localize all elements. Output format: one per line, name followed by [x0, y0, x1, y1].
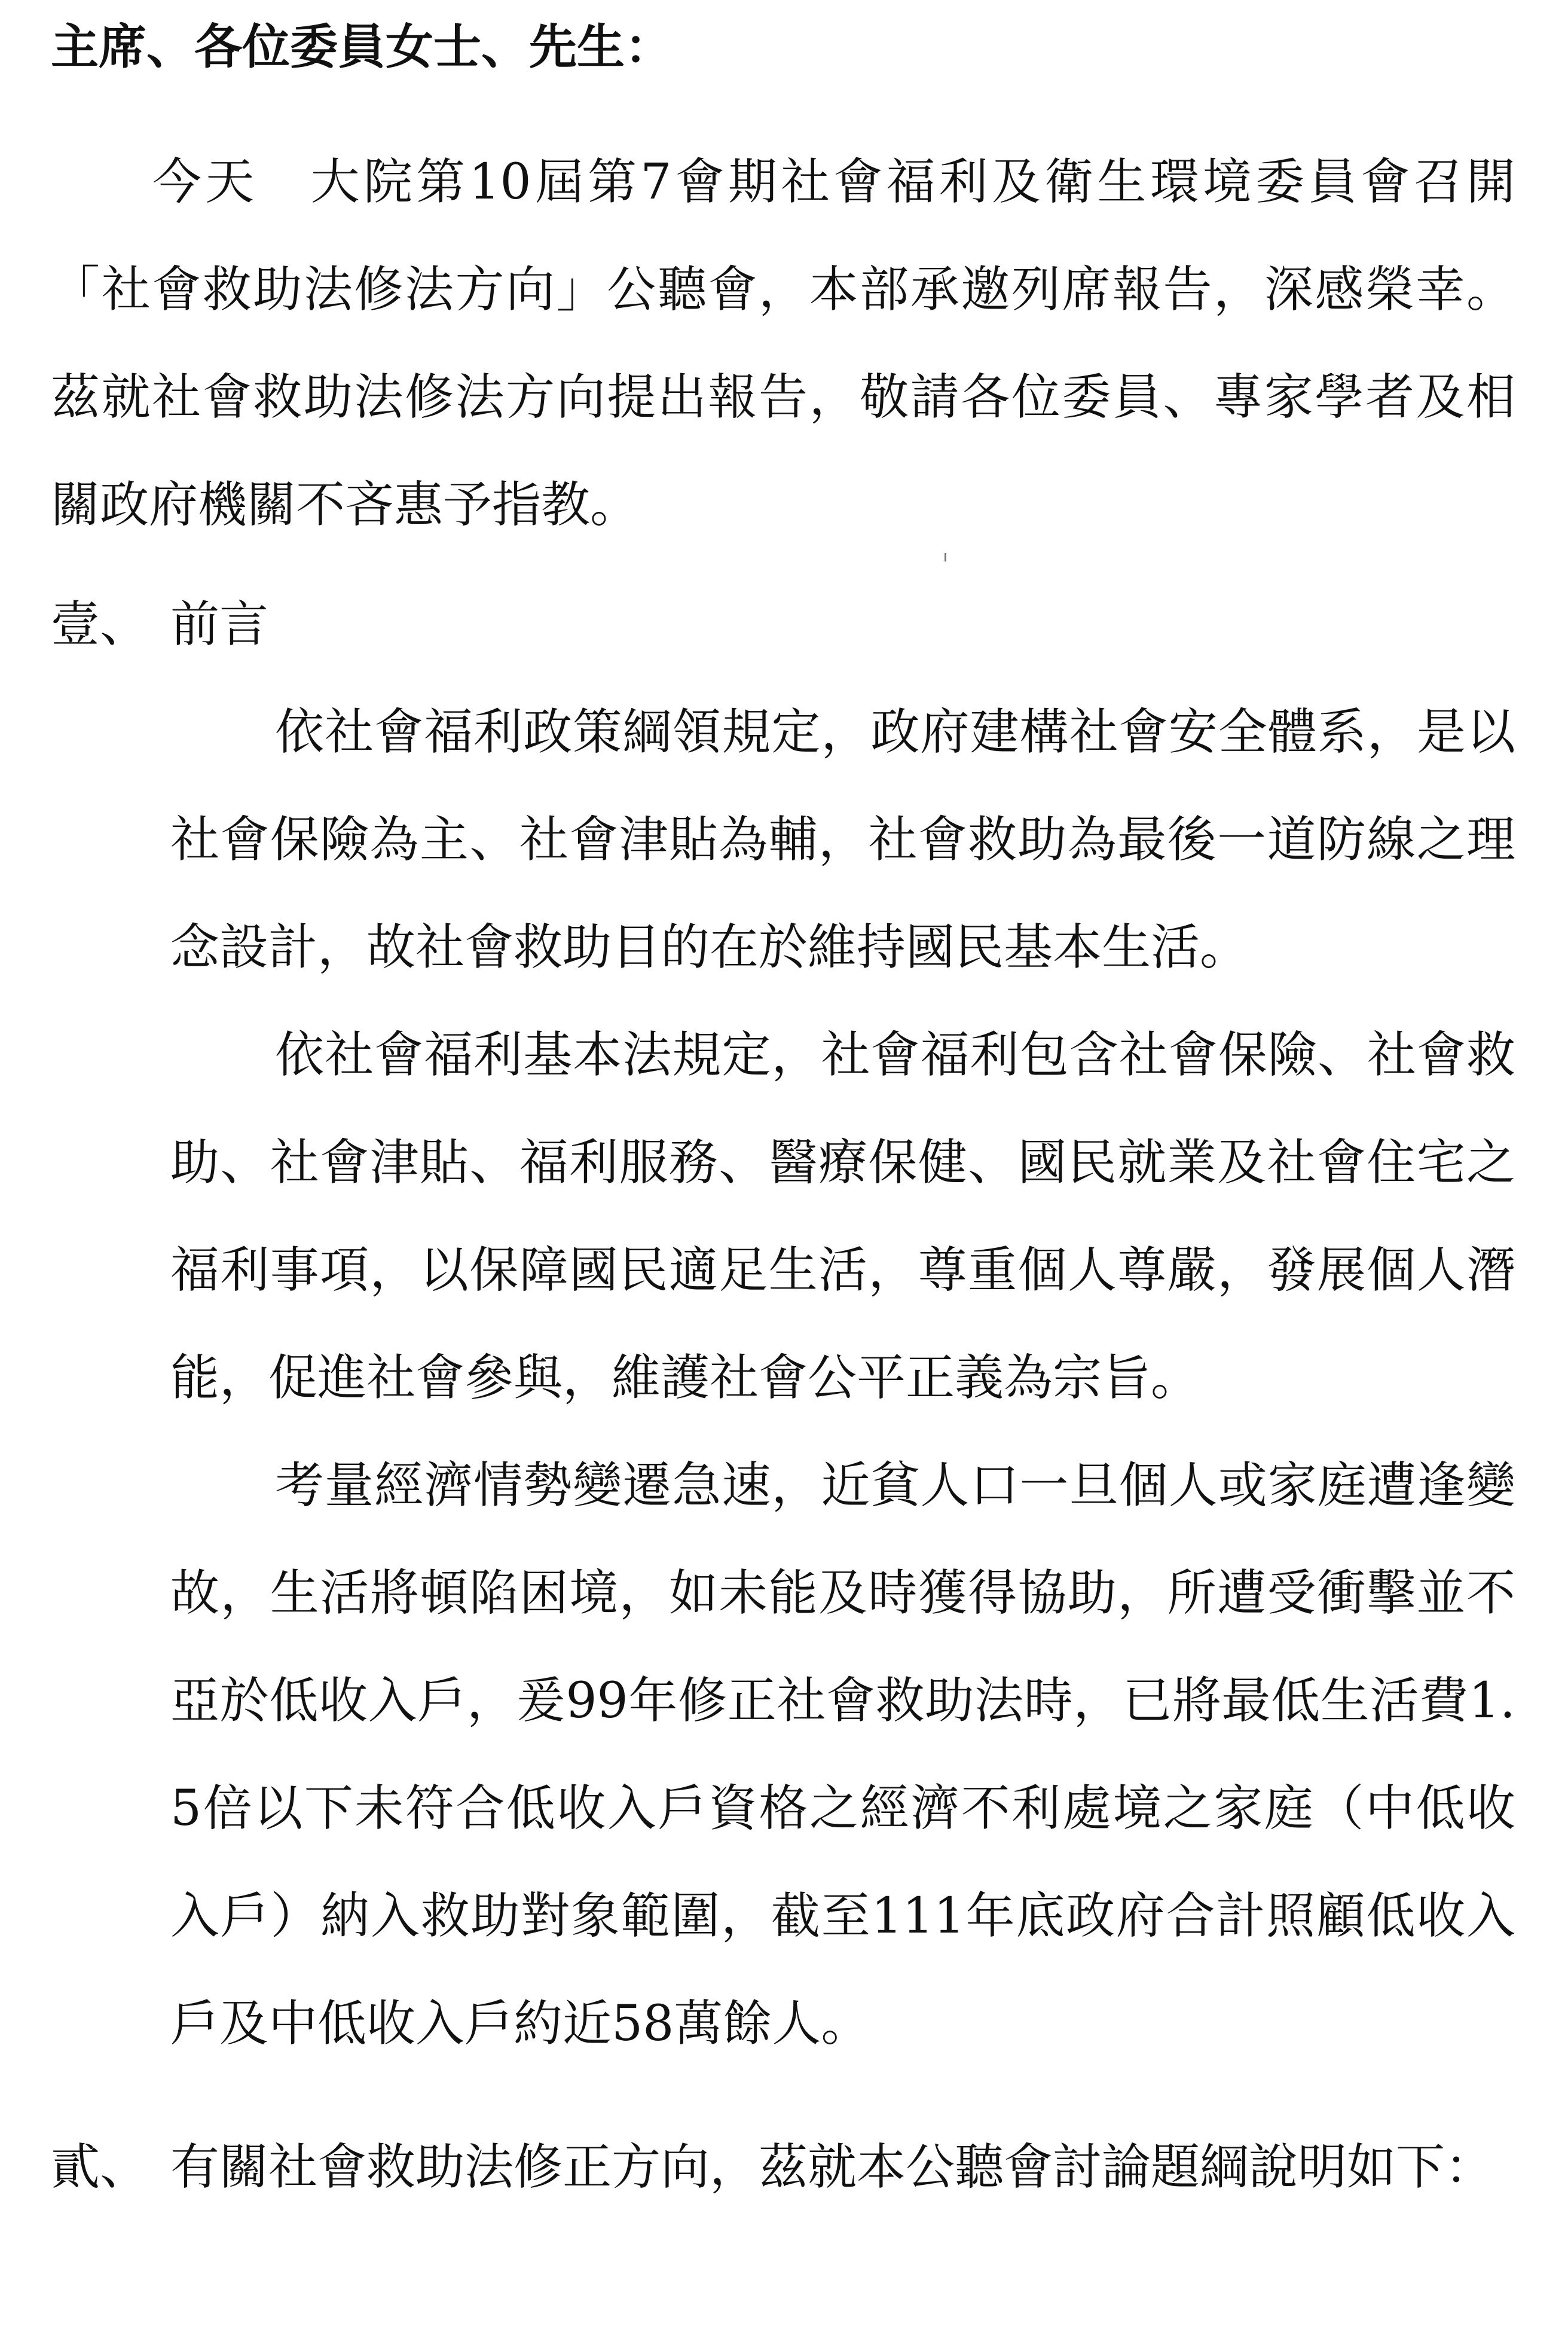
section-title: 有關社會救助法修正方向，茲就本公聽會討論題綱說明如下：: [170, 2139, 1494, 2196]
section-number: 貳、: [51, 2139, 149, 2196]
section-number: 壹、: [51, 596, 149, 653]
body-paragraph: 依社會福利基本法規定，社會福利包含社會保險、社會救助、社會津貼、福利服務、醫療保健、國民就業及社會住宅之福利事項，以保障國民適足生活，尊重個人尊嚴，發展個人潛能，促進社會參與，維護社會公平正義為宗旨。: [170, 1027, 1515, 1406]
intro-paragraph: 今天 大院第10屆第7會期社會福利及衛生環境委員會召開「社會救助法修法方向」公聽會，本部承邀列席報告，深感榮幸。茲就社會救助法修法方向提出報告，敬請各位委員、專家學者及相關政府機關不吝惠予指教。: [51, 154, 1515, 533]
section-title: 前言: [170, 596, 269, 653]
body-paragraph: 依社會福利政策綱領規定，政府建構社會安全體系，是以社會保險為主、社會津貼為輔，社會救助為最後一道防線之理念設計，故社會救助目的在於維持國民基本生活。: [170, 704, 1515, 976]
body-paragraph: 考量經濟情勢變遷急速，近貧人口一旦個人或家庭遭逢變故，生活將頓陷困境，如未能及時獲得協助，所遭受衝擊並不亞於低收入戶，爰99年修正社會救助法時，已將最低生活費1.5倍以下未符合低收入戶資格之經濟不利處境之家庭（中低收入戶）納入救助對象範圍，截至111年底政府合計照顧低收入戶及中低收入戶約近58萬餘人。: [170, 1457, 1515, 2052]
scan-speck: [945, 553, 946, 561]
salutation: 主席、各位委員女士、先生：: [51, 19, 673, 75]
